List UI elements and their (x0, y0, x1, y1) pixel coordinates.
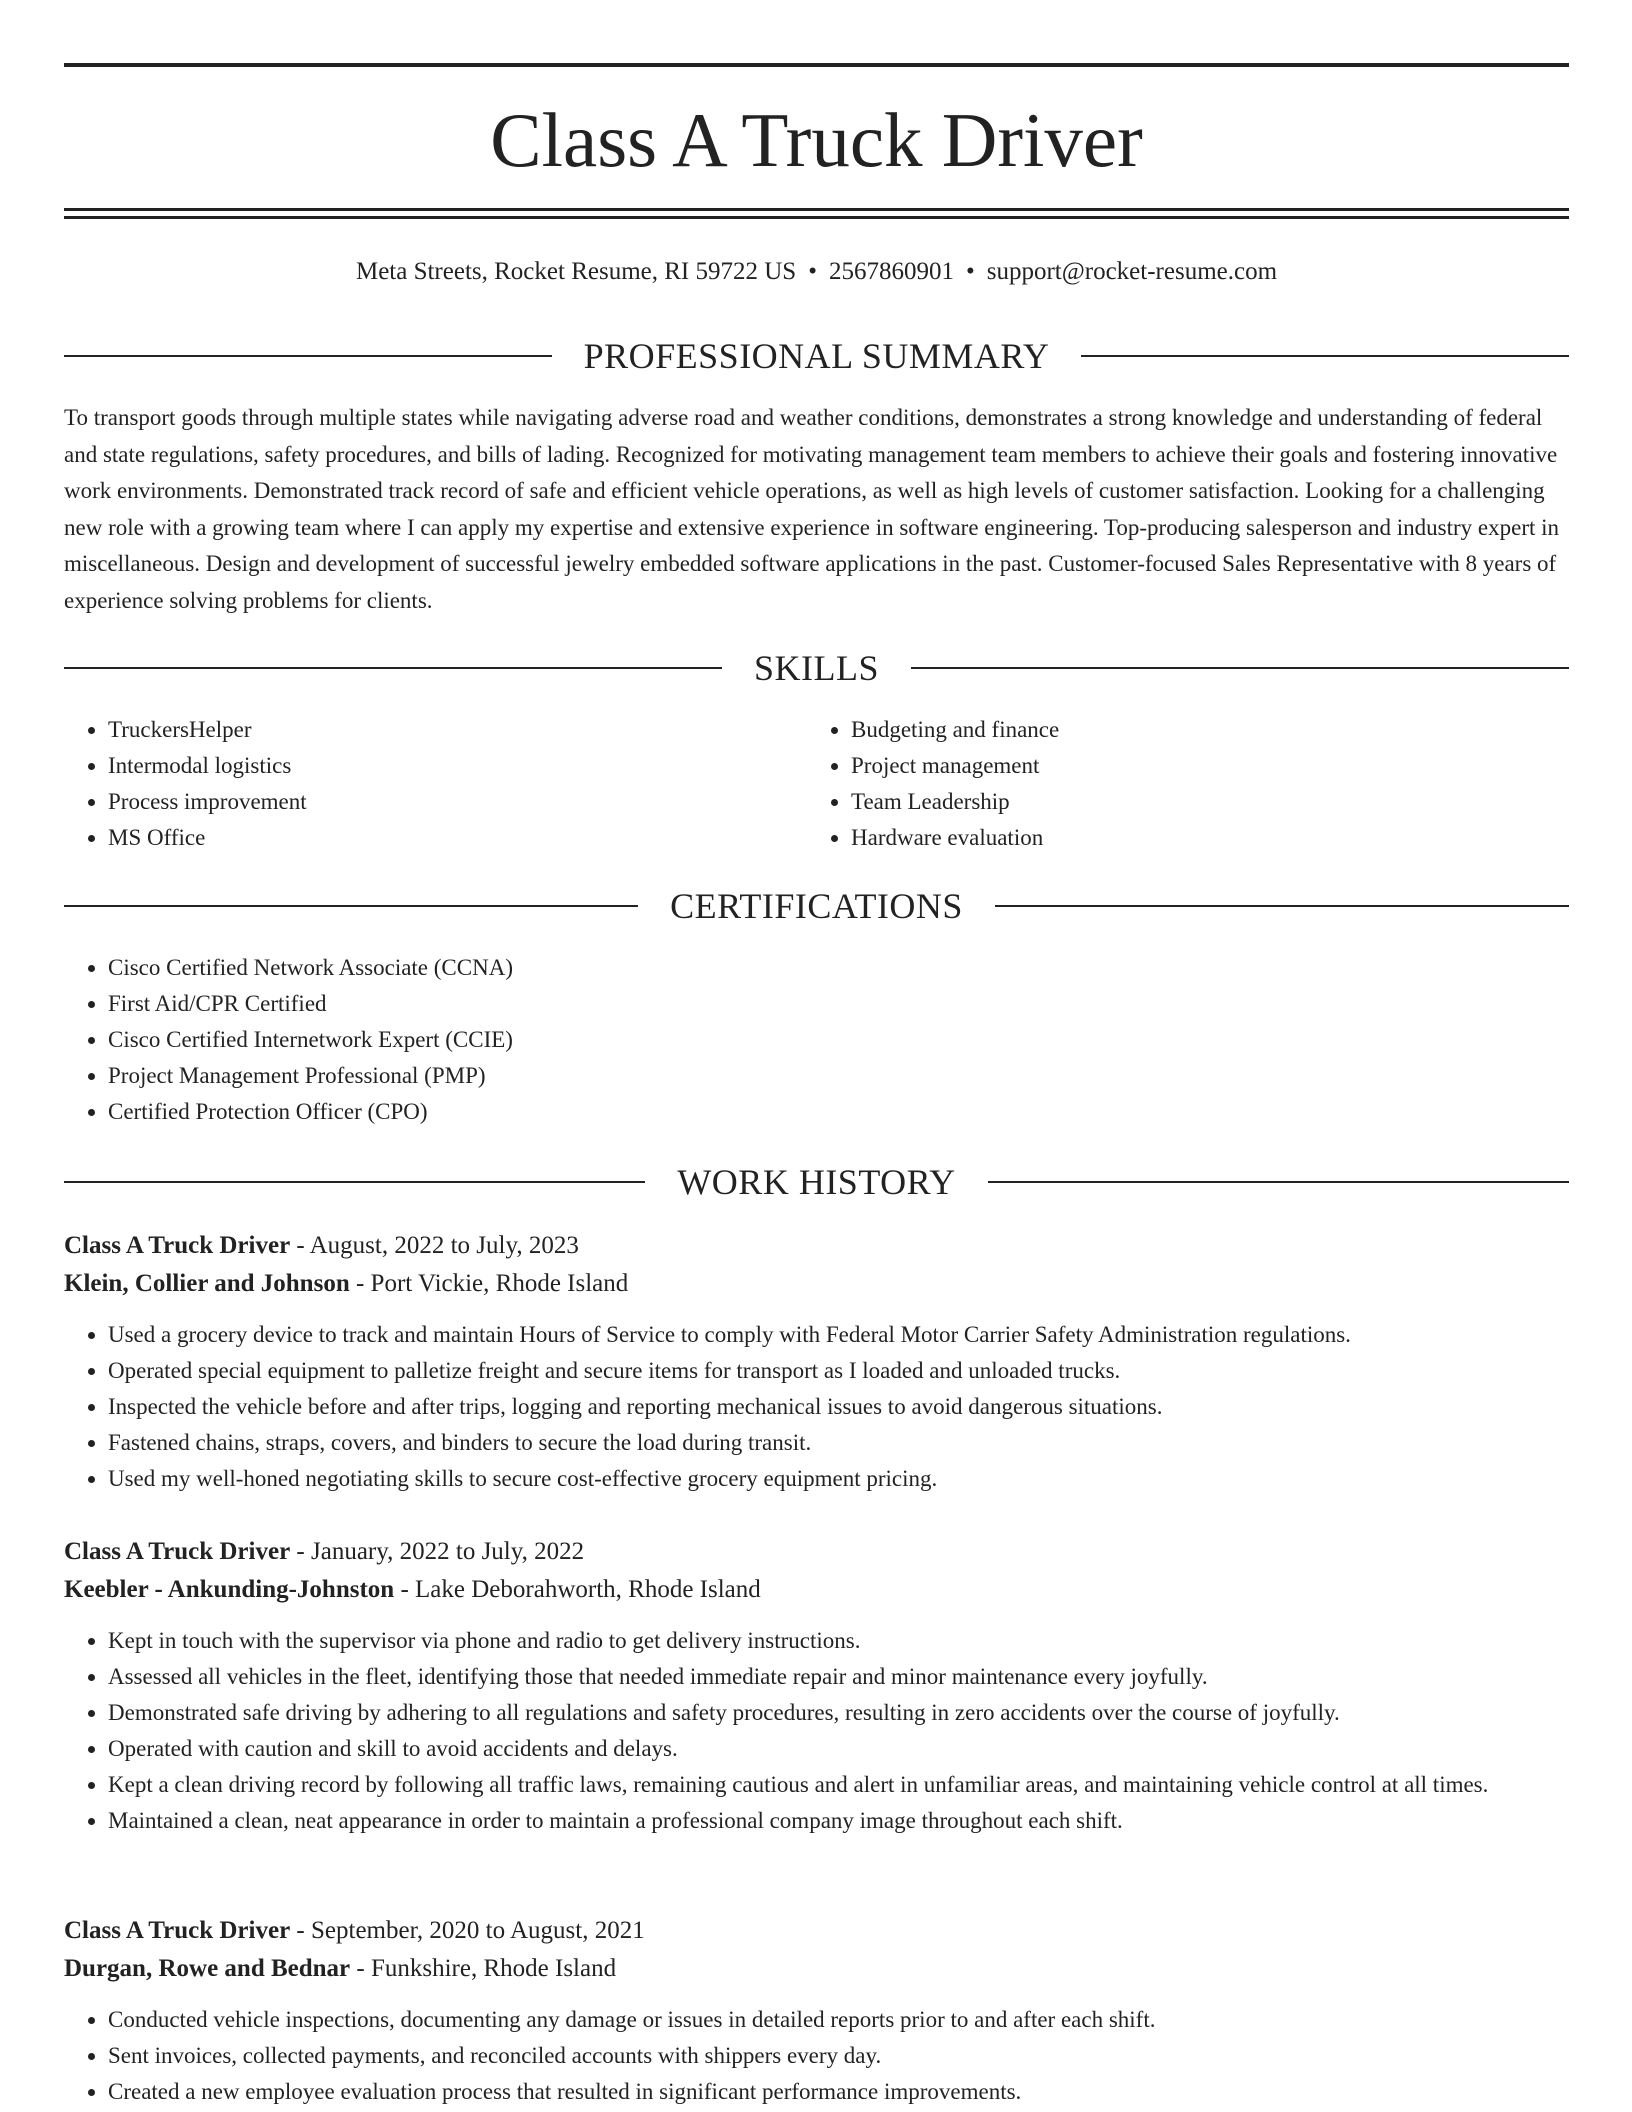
certification-item: • Cisco Certified Internetwork Expert (CCIE) (108, 1022, 1569, 1058)
certification-item: • First Aid/CPR Certified (108, 986, 1569, 1022)
heading-rule-left (64, 355, 552, 357)
certification-item: • Cisco Certified Network Associate (CCNA) (108, 950, 1569, 986)
job-title: Class A Truck Driver (64, 1538, 291, 1565)
job-bullet: • Assessed all vehicles in the fleet, identifying those that needed immediate repair and minor maintenance every joyfully. (108, 1659, 1569, 1695)
job-entry (64, 1912, 1569, 2110)
skill-item: • Team Leadership (851, 784, 1547, 820)
heading-rule-left (64, 1181, 645, 1183)
skill-item: • Budgeting and finance (851, 712, 1547, 748)
contact-address: Meta Streets, Rocket Resume, RI 59722 US (355, 258, 797, 285)
skills-column-left (64, 712, 804, 856)
section-heading-label: WORK HISTORY (677, 1162, 956, 1202)
job-bullet: • Created a new employee evaluation process that resulted in significant performance improvements. (108, 2074, 1569, 2110)
skills-list-right (807, 712, 1547, 856)
job-company: Klein, Collier and Johnson (64, 1270, 350, 1297)
section-heading-summary (64, 332, 1569, 380)
job-title: Class A Truck Driver (64, 1232, 291, 1259)
heading-rule-right (911, 667, 1569, 669)
job-entry (64, 1533, 1569, 1839)
skill-item: • Project management (851, 748, 1547, 784)
certification-item: • Project Management Professional (PMP) (108, 1058, 1569, 1094)
job-bullets (64, 1317, 1569, 1497)
section-heading-label: SKILLS (754, 648, 880, 688)
job-company: Keebler - Ankunding-Johnston (64, 1576, 395, 1603)
job-bullet: • Demonstrated safe driving by adhering to all regulations and safety procedures, resulting in zero accidents over the course of joyfully. (108, 1695, 1569, 1731)
job-bullet: • Operated with caution and skill to avoid accidents and delays. (108, 1731, 1569, 1767)
skills-list-left (64, 712, 804, 856)
job-title: Class A Truck Driver (64, 1917, 291, 1944)
job-location: - Port Vickie, Rhode Island (349, 1270, 629, 1297)
job-bullet: • Kept a clean driving record by following all traffic laws, remaining cautious and alert in unfamiliar areas, and maintaining vehicle control at all times. (108, 1767, 1569, 1803)
certification-item: • Certified Protection Officer (CPO) (108, 1094, 1569, 1130)
skill-item: • Hardware evaluation (851, 820, 1547, 856)
section-heading-skills (64, 644, 1569, 692)
section-heading-label: CERTIFICATIONS (670, 886, 963, 926)
job-bullet: • Sent invoices, collected payments, and reconciled accounts with shippers every day. (108, 2038, 1569, 2074)
job-bullets (64, 1623, 1569, 1839)
heading-rule-right (988, 1181, 1569, 1183)
heading-rule-right (1081, 355, 1569, 357)
contact-separator: • (965, 258, 975, 285)
job-location: - Funkshire, Rhode Island (350, 1955, 617, 1982)
job-company-line (64, 1950, 1569, 1988)
job-company: Durgan, Rowe and Bednar (64, 1955, 351, 1982)
job-bullet: • Used a grocery device to track and maintain Hours of Service to comply with Federal Motor Carrier Safety Administration regulations. (108, 1317, 1569, 1353)
section-heading-label: PROFESSIONAL SUMMARY (583, 336, 1050, 376)
summary-text: To transport goods through multiple states while navigating adverse road and weather conditions, demonstrates a strong knowledge and understanding of federal and state regulations, safety procedures, and bills of lading. Recognized for motivating management team members to achieve their goals and fostering innovative work environments. Demonstrated track record of safe and efficient vehicle operations, as well as high levels of customer satisfaction. Looking for a challenging new role with a growing team where I can apply my expertise and extensive experience in software engineering. Top-producing salesperson and industry expert in miscellaneous. Design and development of successful jewelry embedded software applications in the past. Customer-focused Sales Representative with 8 years of experience solving problems for clients. (64, 405, 1560, 613)
job-bullet: • Conducted vehicle inspections, documenting any damage or issues in detailed reports prior to and after each shift. (108, 2002, 1569, 2038)
job-dates: - January, 2022 to July, 2022 (290, 1538, 585, 1565)
job-location: - Lake Deborahworth, Rhode Island (394, 1576, 761, 1603)
job-company-line (64, 1265, 1569, 1303)
job-bullet: • Inspected the vehicle before and after trips, logging and reporting mechanical issues to avoid dangerous situations. (108, 1389, 1569, 1425)
header-double-rule-upper (64, 208, 1569, 211)
job-bullet: • Maintained a clean, neat appearance in order to maintain a professional company image throughout each shift. (108, 1803, 1569, 1839)
job-title-line (64, 1227, 1569, 1265)
header-double-rule-lower (64, 216, 1569, 219)
certifications-block (64, 950, 1569, 1130)
job-bullet: • Fastened chains, straps, covers, and binders to secure the load during transit. (108, 1425, 1569, 1461)
job-bullets (64, 2002, 1569, 2110)
job-title-line (64, 1533, 1569, 1571)
job-company-line (64, 1571, 1569, 1609)
job-dates: - August, 2022 to July, 2023 (290, 1232, 579, 1259)
job-bullet: • Used my well-honed negotiating skills to secure cost-effective grocery equipment pricing. (108, 1461, 1569, 1497)
contact-phone: 2567860901 (828, 258, 954, 285)
job-title-line (64, 1912, 1569, 1950)
job-entry (64, 1227, 1569, 1497)
section-heading-work-history (64, 1158, 1569, 1206)
job-dates: - September, 2020 to August, 2021 (290, 1917, 645, 1944)
section-heading-certifications (64, 882, 1569, 930)
heading-rule-right (995, 905, 1569, 907)
certifications-list (64, 950, 1569, 1130)
heading-rule-left (64, 667, 722, 669)
contact-line (64, 254, 1569, 290)
header-top-rule (64, 63, 1569, 67)
job-bullet: • Kept in touch with the supervisor via phone and radio to get delivery instructions. (108, 1623, 1569, 1659)
contact-separator: • (808, 258, 817, 285)
resume-title: Class A Truck Driver (490, 97, 1143, 183)
skills-column-right (807, 712, 1547, 856)
skill-item: • TruckersHelper (108, 712, 804, 748)
skill-item: • Intermodal logistics (108, 748, 804, 784)
skill-item: • MS Office (108, 820, 804, 856)
heading-rule-left (64, 905, 638, 907)
contact-email: support@rocket-resume.com (986, 258, 1278, 285)
job-bullet: • Operated special equipment to palletize freight and secure items for transport as I loaded and unloaded trucks. (108, 1353, 1569, 1389)
skill-item: • Process improvement (108, 784, 804, 820)
